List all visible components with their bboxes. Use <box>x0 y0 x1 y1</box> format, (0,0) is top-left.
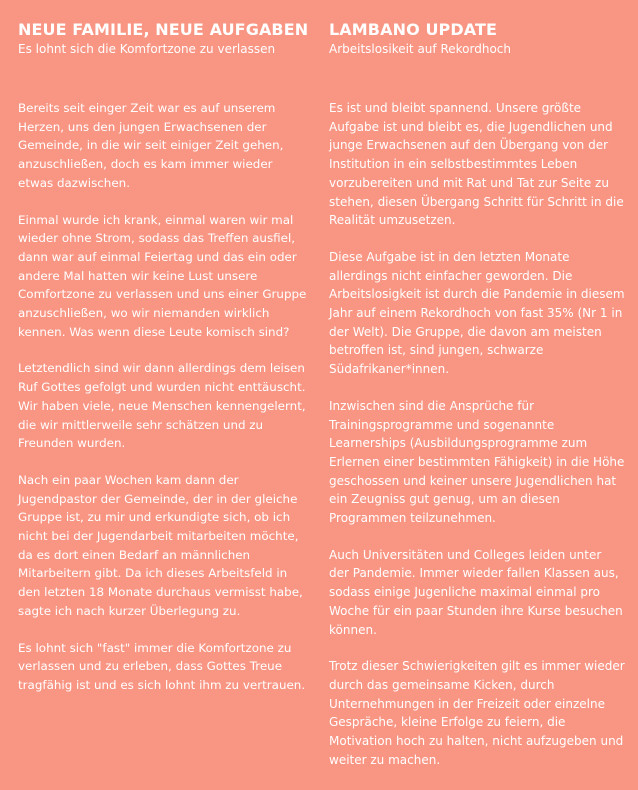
left-article-title: NEUE FAMILIE, NEUE AUFGABEN <box>18 20 309 39</box>
paragraph: Bereits seit einger Zeit war es auf unserem Herzen, uns den jungen Erwachsenen der Gemeinde, in die wir seit einiger Zeit gehen, anzuschließen, doch es kam immer wieder etwas dazwischen. <box>18 101 284 190</box>
left-article-subtitle: Es lohnt sich die Komfortzone zu verlassen <box>18 42 276 56</box>
paragraph: Trotz dieser Schwierigkeiten gilt es immer wieder durch das gemeinsame Kicken, durch Unternehmungen in der Freizeit oder einzelne Gespräche, kleine Erfolge zu feiern, die Motivation hoch zu halten, nicht aufzugeben und weiter zu machen. <box>329 659 625 767</box>
right-article-body <box>329 99 625 770</box>
paragraph: Auch Universitäten und Colleges leiden unter der Pandemie. Immer wieder fallen Klassen aus, sodass einige Jugenliche maximal einmal pro Woche für ein paar Stunden ihre Kurse besuchen können. <box>329 547 623 637</box>
paragraph: Es ist und bleibt spannend. Unsere größte Aufgabe ist und bleibt es, die Jugendlichen und junge Erwachsenen auf den Übergang von der Institution in ein selbstbestimmtes Leben vorzubereiten und mit Rat und Tat zur Seite zu stehen, diesen Übergang Schritt für Schritt in die Realität umzusetzen. <box>329 101 624 228</box>
left-column <box>18 19 310 713</box>
paragraph: Inzwischen sind die Ansprüche für Trainingsprogramme und sogenannte Learnerships (Ausbildungsprogramme zum Erlernen einer bestimmten Fähigkeit) in die Höhe geschossen und keiner unsere Jugendlichen hat ein Zeugniss gut genug, um an diesen Programmen teilzunehmen. <box>329 398 625 526</box>
left-article-body <box>18 99 310 695</box>
paragraph: Einmal wurde ich krank, einmal waren wir mal wieder ohne Strom, sodass das Treffen ausfiel, dann war auf einmal Feiertag und das ein oder andere Mal hatten wir keine Lust unsere Comfortzone zu verlassen und uns einer Gruppe anzuschließen, wo wir niemanden wirklich kennen. Was wenn diese Leute komisch sind? <box>18 212 307 339</box>
paragraph: Nach ein paar Wochen kam dann der Jugendpastor der Gemeinde, der in der gleiche Gruppe ist, zu mir und erkundigte sich, ob ich nicht bei der Jugendarbeit mitarbeiten möchte, da es dort einen Bedarf an männlichen Mitarbeitern gibt. Da ich dieses Arbeitsfeld in den letzten 18 Monate durchaus vermisst habe, sagte ich nach kurzer Überlegung zu. <box>18 472 303 618</box>
paragraph: Diese Aufgabe ist in den letzten Monate allerdings nicht einfacher geworden. Die Arbeitslosigkeit ist durch die Pandemie in diesem Jahr auf einem Rekordhoch von fast 35% (Nr 1 in der Welt). Die Gruppe, die davon am meisten betroffen ist, sind jungen, schwarze Südafrikaner*innen. <box>329 249 625 377</box>
paragraph: Es lohnt sich "fast" immer die Komfortzone zu verlassen und zu erleben, dass Gottes Treue tragfähig ist und es sich lohnt ihm zu vertrauen. <box>18 640 306 692</box>
right-article-title: LAMBANO UPDATE <box>329 20 498 39</box>
right-article-subtitle: Arbeitslosikeit auf Rekordhoch <box>329 42 511 56</box>
paragraph: Letztendlich sind wir dann allerdings dem leisen Ruf Gottes gefolgt und wurden nicht enttäuscht. Wir haben viele, neue Menschen kennengelernt, die wir mittlerweile sehr schätzen und zu Freunden wurden. <box>18 361 306 451</box>
right-column <box>329 19 625 788</box>
